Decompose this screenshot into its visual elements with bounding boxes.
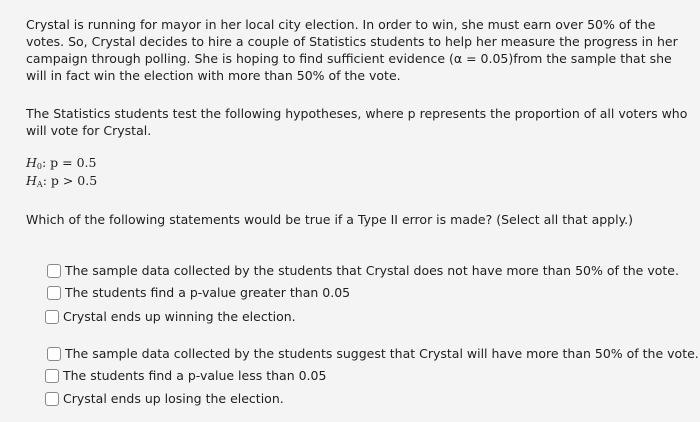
- alternative-hypothesis-statement: : p > 0.5: [42, 173, 98, 188]
- option-1-label[interactable]: The sample data collected by the students that Crystal does not have more than 50% of the vote.: [65, 263, 679, 278]
- option-5-label[interactable]: The students find a p-value less than 0.05: [63, 368, 327, 383]
- question-intro: Crystal is running for mayor in her local city election. In order to win, she must earn over 50% of the votes. So, Crystal decides to hire a couple of Statistics students to help her measure the progress in her campaign through polling. She is hoping to find sufficient evidence (α = 0.05)from the sample that she will in fact win the election with more than 50% of the vote.: [26, 17, 678, 83]
- option-4-checkbox[interactable]: [47, 347, 61, 361]
- option-4-label[interactable]: The sample data collected by the students suggest that Crystal will have more than 50% of the vote.: [65, 346, 699, 361]
- option-6-label[interactable]: Crystal ends up losing the election.: [63, 391, 284, 406]
- option-1-checkbox[interactable]: [47, 264, 61, 278]
- option-6-checkbox[interactable]: [45, 392, 59, 406]
- option-2[interactable]: [47, 284, 350, 301]
- question-prompt: Which of the following statements would be true if a Type II error is made? (Select all that apply.): [26, 212, 634, 227]
- null-hypothesis-statement: : p = 0.5: [42, 155, 97, 170]
- option-3-label[interactable]: Crystal ends up winning the election.: [63, 309, 296, 324]
- option-2-label[interactable]: The students find a p-value greater than 0.05: [65, 285, 351, 300]
- option-6[interactable]: [45, 390, 284, 407]
- alternative-hypothesis-symbol: H: [26, 173, 37, 188]
- option-2-checkbox[interactable]: [47, 286, 61, 300]
- alternative-hypothesis: [26, 172, 97, 193]
- null-hypothesis-symbol: H: [26, 155, 37, 170]
- alternative-hypothesis-subscript: A: [36, 180, 43, 189]
- option-5[interactable]: [45, 367, 326, 384]
- option-5-checkbox[interactable]: [45, 369, 59, 383]
- option-3-checkbox[interactable]: [45, 310, 59, 324]
- null-hypothesis-subscript: 0: [36, 162, 42, 171]
- option-1[interactable]: [47, 262, 679, 279]
- option-3[interactable]: [45, 308, 296, 325]
- question-setup: The Statistics students test the following hypotheses, where p represents the proportion of all voters who will vote for Crystal.: [26, 106, 688, 138]
- option-4[interactable]: [47, 345, 699, 362]
